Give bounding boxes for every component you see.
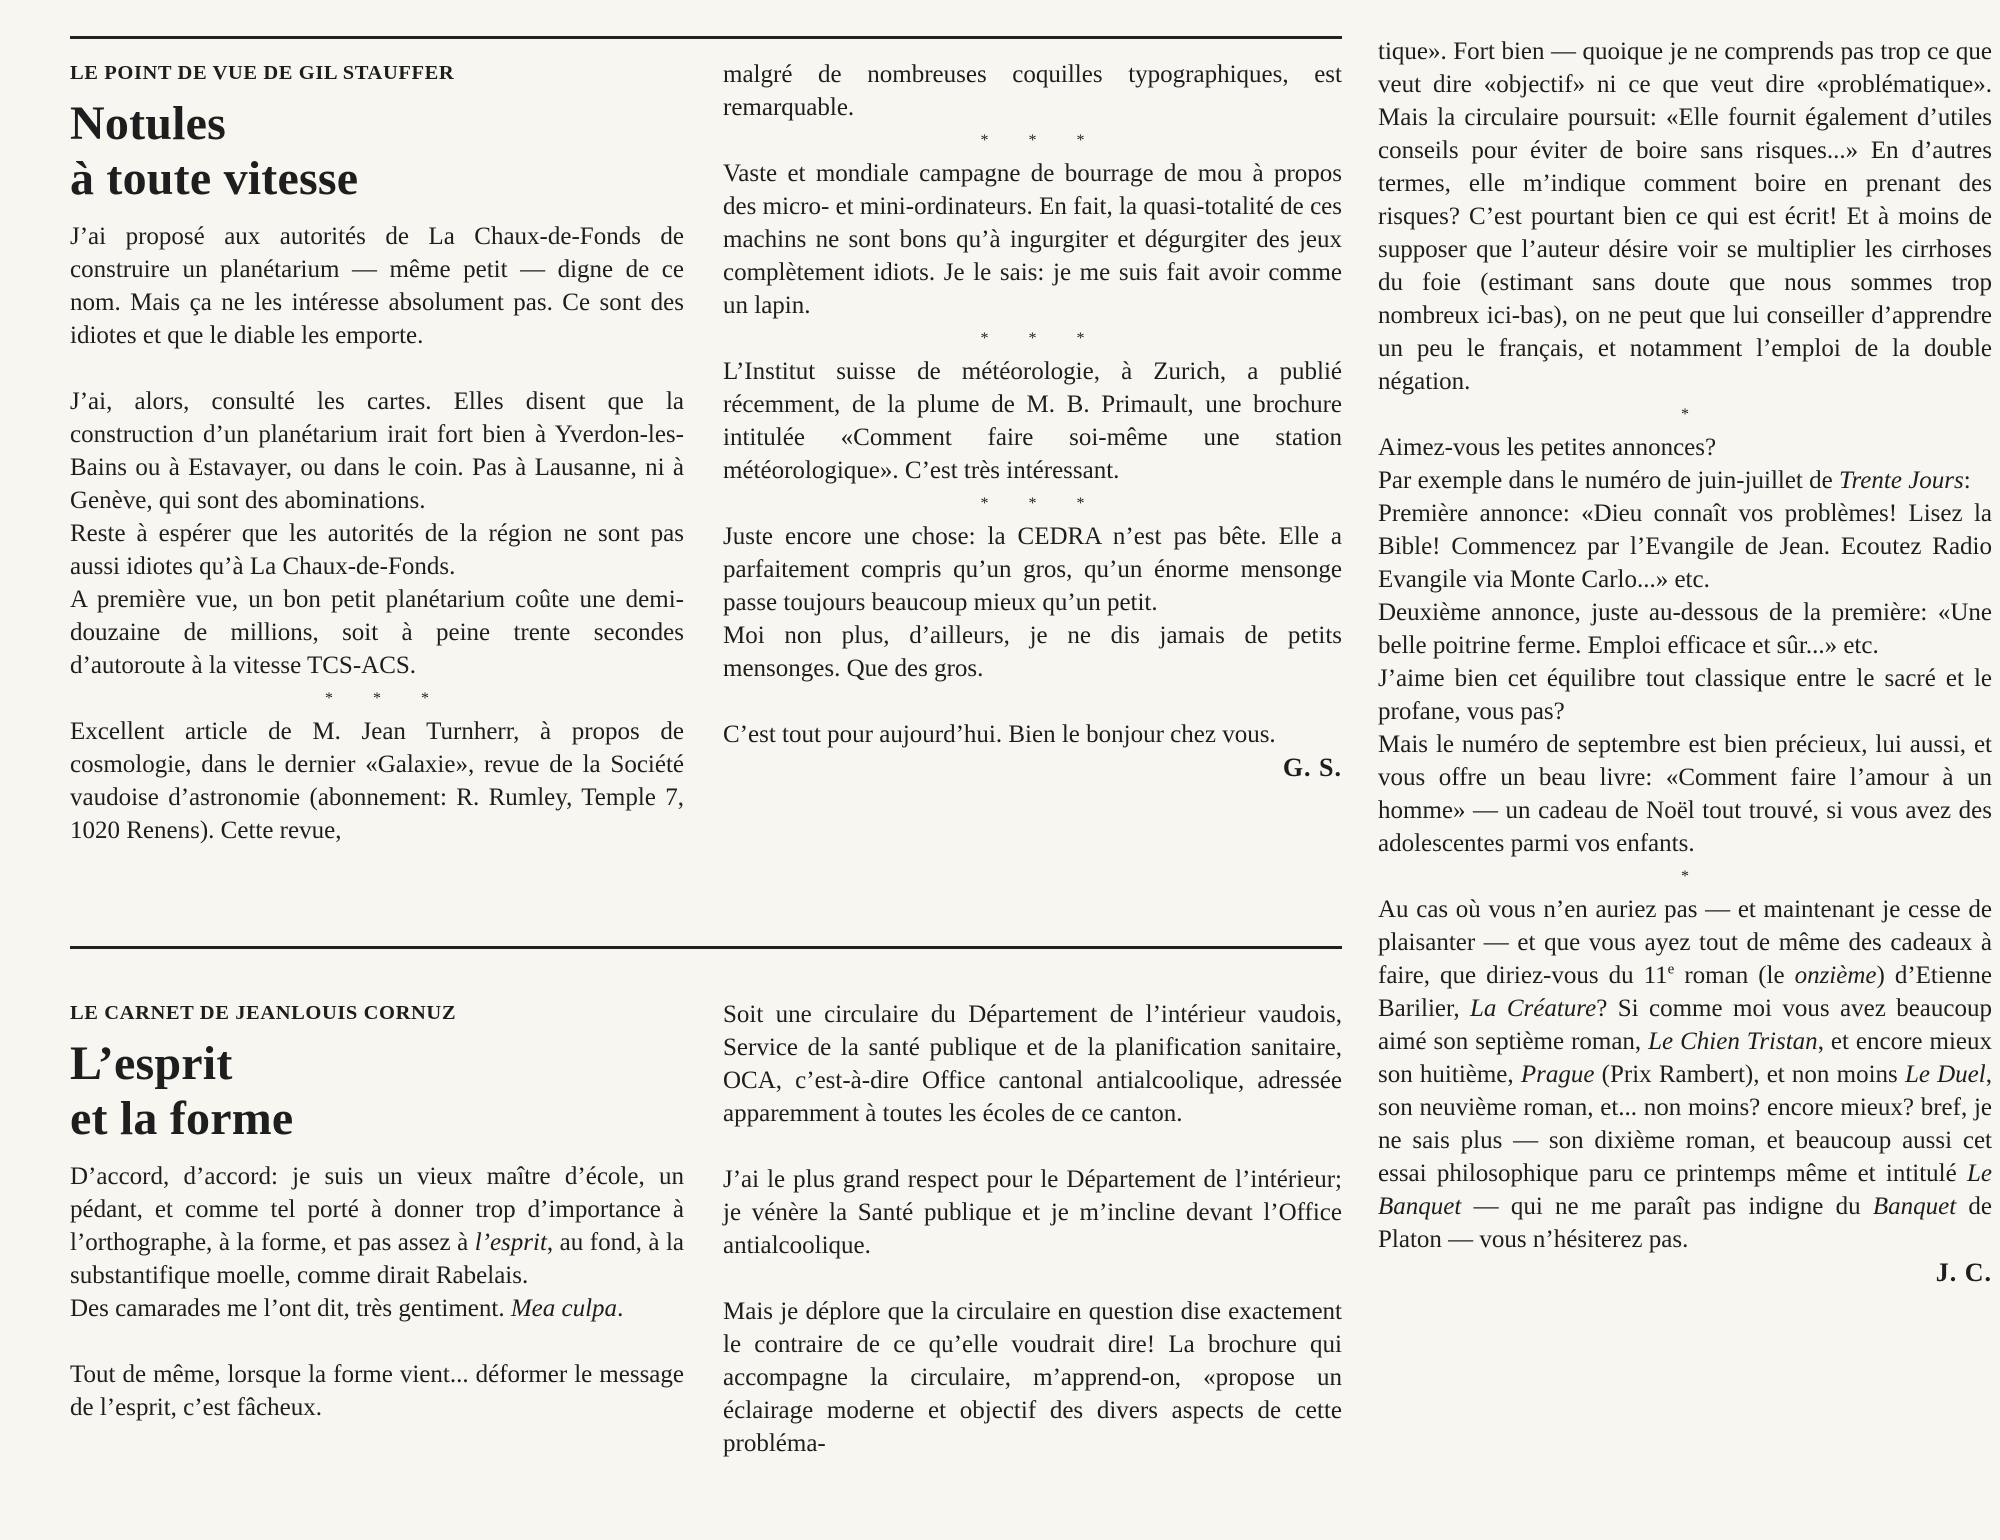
- article1-paragraph: L’Institut suisse de météorologie, à Zurich, a publié récemment, de la plume de M. B. Primault, une brochure intitulée «Comment faire soi-même une station météorologique». C’est très intéressant.: [723, 358, 1342, 484]
- article2-kicker: LE CARNET DE JEANLOUIS CORNUZ: [70, 1002, 457, 1024]
- article2-paragraph: Tout de même, lorsque la forme vient... déformer le message de l’esprit, c’est fâcheux.: [70, 1361, 684, 1421]
- italic-run: Trente Jours: [1838, 467, 1964, 494]
- article1-column-2: [723, 58, 1342, 784]
- italic-run: Prague: [1520, 1061, 1595, 1088]
- section-separator-star: *: [1681, 406, 1689, 423]
- italic-run: La Créature: [1470, 995, 1597, 1022]
- italic-run: Banquet: [1872, 1193, 1957, 1220]
- article1-paragraph: A première vue, un bon petit planétarium coûte une demi-douzaine de millions, soit à peine trente secondes d’autoroute à la vitesse TCS-ACS.: [70, 586, 684, 679]
- article2-paragraph: Première annonce: «Dieu connaît vos problèmes! Lisez la Bible! Commencez par l’Evangile de Jean. Ecoutez Radio Evangile via Monte Carlo...» etc.: [1378, 500, 1992, 593]
- article1-paragraph: J’ai, alors, consulté les cartes. Elles disent que la construction d’un planétarium irait fort bien à Yverdon-les-Bains ou à Estavayer, ou dans le coin. Pas à Lausanne, ni à Genève, qui sont des abominations.: [70, 388, 684, 514]
- article1-signature: G. S.: [1282, 753, 1342, 782]
- article1-paragraph: Juste encore une chose: la CEDRA n’est pas bête. Elle a parfaitement compris qu’un gros, qu’un énorme mensonge passe toujours beaucoup mieux qu’un petit.: [723, 523, 1342, 616]
- article2-paragraph: Deuxième annonce, juste au-dessous de la première: «Une belle poitrine ferme. Emploi efficace et sûr...» etc.: [1378, 599, 1992, 659]
- article2-paragraph: [1378, 893, 1992, 1256]
- article2-column-2: [723, 998, 1342, 1460]
- article1-paragraph: malgré de nombreuses coquilles typographiques, est remarquable.: [723, 61, 1342, 121]
- article2-title-line1: L’esprit: [70, 1037, 233, 1090]
- section-separator-star: *: [1681, 868, 1689, 885]
- text-run: Au cas où vous n’en auriez pas — et maintenant je cesse de plaisanter — et que vous ayez tout de même des cadeaux à faire, que diriez-vous du 11: [1378, 896, 1992, 989]
- article1-column-1: [70, 58, 684, 847]
- text-run: ? Si comme moi vous avez beaucoup aimé son septième roman,: [1378, 995, 1993, 1055]
- text-run: de Platon — vous n’hésiterez pas.: [1378, 1193, 1992, 1253]
- article2-paragraph: tique». Fort bien — quoique je ne comprends pas trop ce que veut dire «objectif» ni ce que veut dire «problématique». Mais la circulaire poursuit: «Elle fournit également d’utiles conseils pour éviter de boire sans risques...» En d’autres termes, elle m’indique comment boire en prenant des risques? C’est pourtant bien ce qui est écrit! Et à moins de supposer que l’auteur désire voir se multiplier les cirrhoses du foie (estimant sans doute que nous sommes trop nombreux ici-bas), on ne peut que lui conseiller d’apprendre un peu le français, et notamment l’emploi de la double négation.: [1378, 38, 1992, 395]
- text-run: , au fond, à la substantifique moelle, comme dirait Rabelais.: [70, 1229, 685, 1289]
- article2-paragraph: Soit une circulaire du Département de l’intérieur vaudois, Service de la santé publique et de la planification sanitaire, OCA, c’est-à-dire Office cantonal antialcoolique, adressée apparemment à toutes les écoles de ce canton.: [723, 1001, 1342, 1127]
- article1-title-line1: Notules: [70, 97, 227, 150]
- article2-paragraph: Mais je déplore que la circulaire en question dise exactement le contraire de ce qu’elle voudrait dire! La brochure qui accompagne la circulaire, m’apprend-on, «propose un éclairage moderne et objectif des divers aspects de cette probléma-: [723, 1298, 1342, 1457]
- article2-column-3: [1378, 35, 1992, 1289]
- text-run: .: [617, 1295, 624, 1322]
- italic-run: Mea culpa: [510, 1295, 618, 1322]
- article2-paragraph: J’ai le plus grand respect pour le Département de l’intérieur; je vénère la Santé publique et je m’incline devant l’Office antialcoolique.: [723, 1166, 1342, 1259]
- text-run: Des camarades me l’ont dit, très gentiment.: [70, 1295, 505, 1322]
- italic-run: Le Banquet: [1378, 1160, 1992, 1220]
- middle-rule: [70, 946, 1342, 949]
- section-separator: * * *: [980, 495, 1103, 512]
- article2-paragraph: Mais le numéro de septembre est bien précieux, lui aussi, et vous offre un beau livre: «Comment faire l’amour à un homme» — un cadeau de Noël tout trouvé, si vous avez des adolescentes parmi vos enfants.: [1378, 731, 1992, 857]
- article2-signature: J. C.: [1935, 1258, 1992, 1287]
- article1-paragraph: Vaste et mondiale campagne de bourrage de mou à propos des micro- et mini-ordinateurs. En fait, la quasi-totalité de ces machins ne sont bons qu’à ingurgiter et dégurgiter des jeux complètement idiots. Je le sais: je me suis fait avoir comme un lapin.: [723, 160, 1342, 319]
- italic-run: Le Duel: [1904, 1061, 1986, 1088]
- italic-run: Le Chien Tristan: [1648, 1028, 1818, 1055]
- text-run: ) d’Etienne Barilier,: [1378, 962, 1993, 1022]
- text-run: roman (le: [1674, 962, 1795, 989]
- article1-paragraph: Excellent article de M. Jean Turnherr, à propos de cosmologie, dans le dernier «Galaxie», revue de la Société vaudoise d’astronomie (abonnement: R. Rumley, Temple 7, 1020 Renens). Cette revue,: [70, 718, 684, 844]
- article2-paragraph: [1378, 464, 1992, 497]
- article2-paragraph: [70, 1160, 684, 1292]
- text-run: Par exemple dans le numéro de juin-juillet de: [1378, 467, 1833, 494]
- article2-paragraph: Aimez-vous les petites annonces?: [1378, 434, 1717, 461]
- article1-paragraph: J’ai proposé aux autorités de La Chaux-de-Fonds de construire un planétarium — même petit — digne de ce nom. Mais ça ne les intéresse absolument pas. Ce sont des idiotes et que le diable les emporte.: [70, 223, 684, 349]
- article1-kicker: LE POINT DE VUE DE GIL STAUFFER: [70, 62, 455, 84]
- text-run: , et encore mieux son huitième,: [1378, 1028, 1992, 1088]
- article2-paragraph: J’aime bien cet équilibre tout classique entre le sacré et le profane, vous pas?: [1378, 665, 1992, 725]
- article1-paragraph: Reste à espérer que les autorités de la région ne sont pas aussi idiotes qu’à La Chaux-de-Fonds.: [70, 520, 684, 580]
- section-separator: * * *: [325, 690, 447, 707]
- text-run: :: [1963, 467, 1971, 494]
- text-run: (Prix Rambert), et non moins: [1594, 1061, 1905, 1088]
- section-separator: * * *: [980, 330, 1103, 347]
- section-separator: * * *: [980, 132, 1103, 149]
- italic-run: onzième: [1794, 962, 1877, 989]
- article2-column-1: [70, 998, 684, 1424]
- text-run: — qui ne me paraît pas indigne du: [1461, 1193, 1873, 1220]
- article1-paragraph: C’est tout pour aujourd’hui. Bien le bonjour chez vous.: [723, 721, 1276, 748]
- text-run: D’accord, d’accord: je suis un vieux maître d’école, un pédant, et comme tel porté à donner trop d’importance à l’orthographe, à la forme, et pas assez à: [70, 1163, 684, 1256]
- article2-title-line2: et la forme: [70, 1092, 294, 1145]
- article1-title-line2: à toute vitesse: [70, 152, 359, 205]
- italic-run: l’esprit: [474, 1229, 547, 1256]
- superscript: e: [1667, 961, 1675, 978]
- top-rule: [70, 36, 1342, 39]
- article2-paragraph: [70, 1292, 684, 1325]
- text-run: , son neuvième roman, et... non moins? encore mieux? bref, je ne sais plus — son dixième roman, et beaucoup aussi cet essai philosophique paru ce printemps même et intitulé: [1378, 1061, 1992, 1187]
- article1-paragraph: Moi non plus, d’ailleurs, je ne dis jamais de petits mensonges. Que des gros.: [723, 622, 1342, 682]
